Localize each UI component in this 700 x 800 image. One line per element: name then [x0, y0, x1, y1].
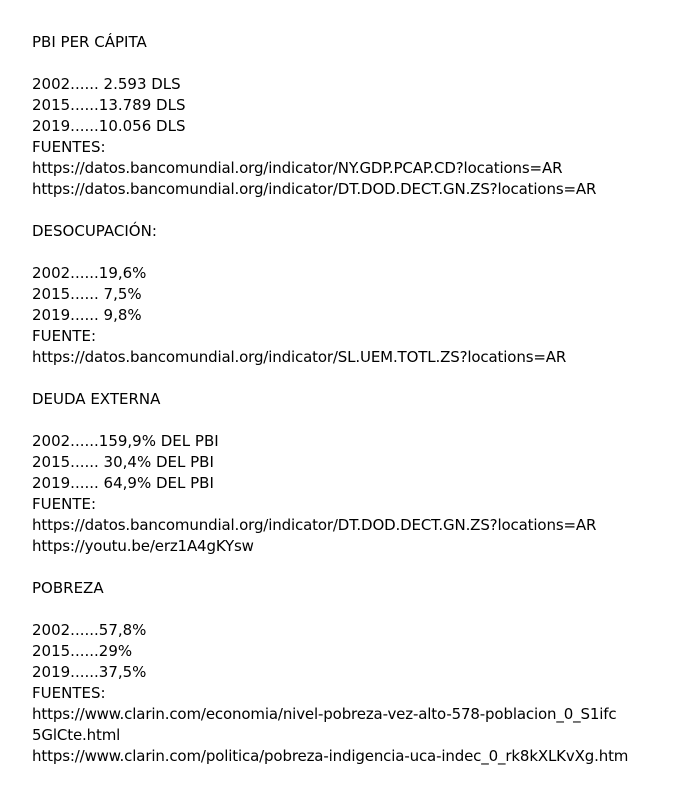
sources-label: FUENTES:: [32, 138, 106, 156]
data-row: 2002......57,8%: [32, 621, 147, 639]
data-row: 2015......13.789 DLS: [32, 96, 186, 114]
section-heading: POBREZA: [32, 579, 104, 597]
section-heading: DEUDA EXTERNA: [32, 390, 161, 408]
data-row: 2002......19,6%: [32, 264, 147, 282]
blank-line: [32, 599, 682, 620]
source-url[interactable]: https://www.clarin.com/economia/nivel-pobreza-vez-alto-578-poblacion_0_S1ifc: [32, 705, 617, 723]
section-deuda-externa: [32, 389, 682, 578]
data-row: 2002...... 2.593 DLS: [32, 75, 181, 93]
blank-line: [32, 410, 682, 431]
section-desocupacion: [32, 221, 682, 389]
data-row: 2019...... 64,9% DEL PBI: [32, 474, 214, 492]
source-url[interactable]: https://datos.bancomundial.org/indicator/SL.UEM.TOTL.ZS?locations=AR: [32, 348, 567, 366]
data-row: 2019...... 9,8%: [32, 306, 142, 324]
data-row: 2002......159,9% DEL PBI: [32, 432, 219, 450]
sources-label: FUENTE:: [32, 495, 96, 513]
source-url[interactable]: https://youtu.be/erz1A4gKYsw: [32, 537, 254, 555]
source-url-continuation[interactable]: 5GlCte.html: [32, 726, 121, 744]
source-url[interactable]: https://datos.bancomundial.org/indicator/NY.GDP.PCAP.CD?locations=AR: [32, 159, 563, 177]
section-pbi-per-capita: [32, 32, 682, 221]
sources-label: FUENTES:: [32, 684, 106, 702]
document-body: [32, 32, 682, 767]
blank-line: [32, 200, 682, 221]
blank-line: [32, 242, 682, 263]
data-row: 2019......10.056 DLS: [32, 117, 186, 135]
source-url[interactable]: https://datos.bancomundial.org/indicator/DT.DOD.DECT.GN.ZS?locations=AR: [32, 516, 597, 534]
blank-line: [32, 368, 682, 389]
source-url[interactable]: https://www.clarin.com/politica/pobreza-indigencia-uca-indec_0_rk8kXLKvXg.htm: [32, 747, 629, 765]
section-heading: DESOCUPACIÓN:: [32, 222, 157, 240]
data-row: 2015...... 30,4% DEL PBI: [32, 453, 214, 471]
data-row: 2015...... 7,5%: [32, 285, 142, 303]
blank-line: [32, 53, 682, 74]
section-pobreza: [32, 578, 682, 767]
section-heading: PBI PER CÁPITA: [32, 33, 147, 51]
data-row: 2015......29%: [32, 642, 133, 660]
blank-line: [32, 557, 682, 578]
source-url[interactable]: https://datos.bancomundial.org/indicator/DT.DOD.DECT.GN.ZS?locations=AR: [32, 180, 597, 198]
data-row: 2019......37,5%: [32, 663, 147, 681]
sources-label: FUENTE:: [32, 327, 96, 345]
